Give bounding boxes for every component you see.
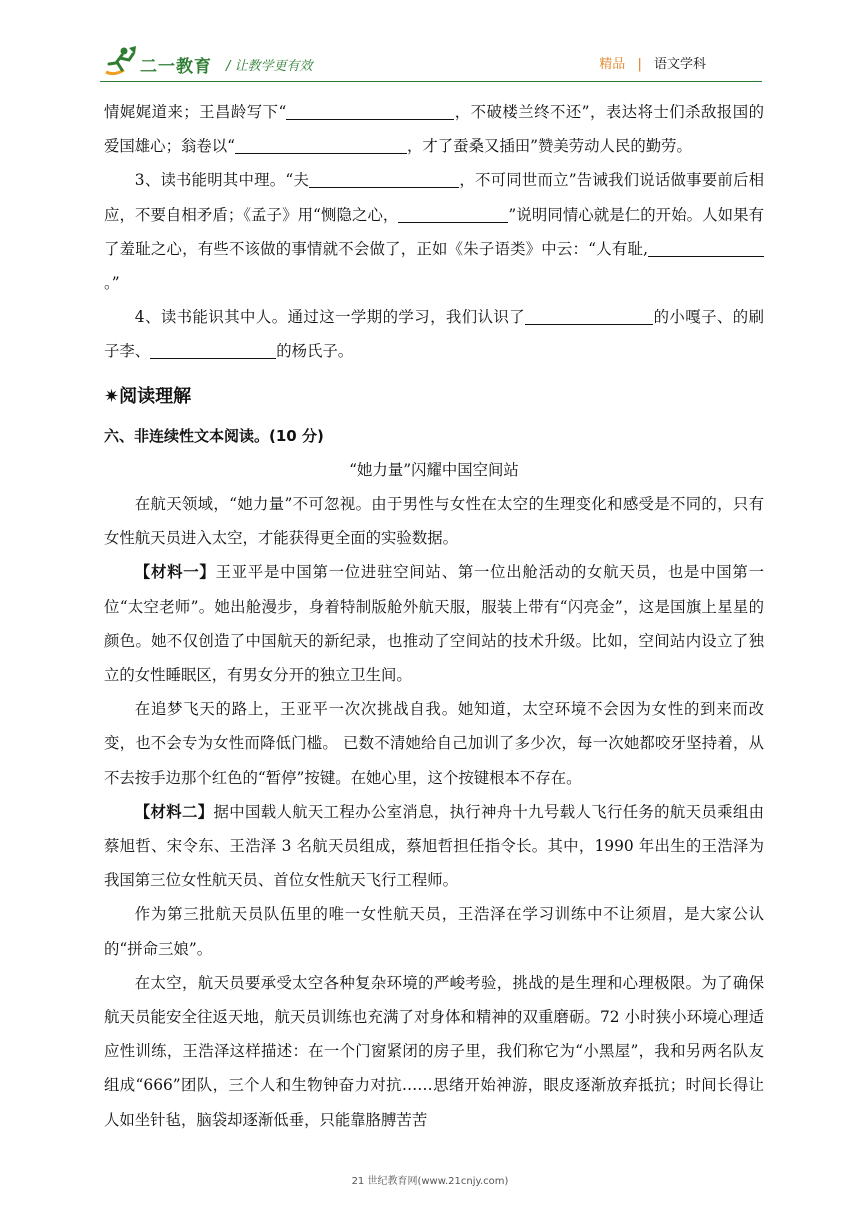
material-label: 【材料二】 xyxy=(134,802,214,821)
quality-tag: 精品 xyxy=(599,57,626,72)
article-title: “她力量”闪耀中国空间站 xyxy=(349,460,519,479)
article-intro: 在航天领域，“她力量”不可忽视。由于男性与女性在太空的生理变化和感受是不同的，只有女性航天员进入太空，才能获得更全面的实验数据。 xyxy=(104,495,764,548)
paragraph-reason: 3、读书能明其中理。“夫 ，不可同世而立”告诫我们说话做事要前后相应，不要自相矛盾；《孟子》用“恻隐之心， ”说明同情心就是仁的开始。人如果有了羞耻之心，有些不该做的事情就不会做了，正如《朱子语类》中云：“人有耻,。” xyxy=(104,163,764,300)
material-one: 【材料一】王亚平是中国第一位进驻空间站、第一位出舱活动的女航天员，也是中国第一位“太空老师”。她出舱漫步，身着特制版舱外航天服，服装上带有“闪亮金”，这是国旗上星星的颜色。她不仅创造了中国航天的新纪录，也推动了空间站的技术升级。比如，空间站内设立了独立的女性睡眠区，有男女分开的独立卫生间。 xyxy=(104,563,764,685)
material-one-paragraph: 在追梦飞天的路上，王亚平一次次挑战自我。她知道，太空环境不会因为女性的到来而改变，也不会专为女性而降低门槛。 已数不清她给自己加训了多少次，每一次她都咬牙坚持着，从不去按手边那个红色的“暂停”按键。在她心里，这个按键根本不存在。 xyxy=(104,700,764,787)
header-tags xyxy=(599,53,706,72)
answer-blank[interactable] xyxy=(398,202,508,223)
answer-blank[interactable] xyxy=(309,167,459,188)
subject-tag: 语文学科 xyxy=(653,57,706,72)
answer-blank[interactable] xyxy=(150,338,276,359)
logo xyxy=(102,46,342,80)
paragraph-poems: 情娓娓道来；王昌龄写下“ ，不破楼兰终不还”，表达将士们杀敌报国的爱国雄心；翁卷以“ ，才了蚕桑又插田”赞美劳动人民的勤劳。 xyxy=(104,95,764,163)
logo-text: 二一教育 xyxy=(140,57,212,77)
paragraph-people: 4、读书能识其中人。通过这一学期的学习，我们认识了 的小嘎子、的刷子李、 的杨氏子。 xyxy=(104,300,764,368)
page-header xyxy=(100,44,762,84)
slogan: / 让教学更有效 xyxy=(226,59,313,74)
page-content xyxy=(104,95,764,1137)
page-footer: 21 世纪教育网(www.21cnjy.com) xyxy=(351,1176,509,1187)
answer-blank[interactable] xyxy=(648,236,764,257)
tag-separator: | xyxy=(637,57,642,72)
answer-blank[interactable] xyxy=(235,133,407,154)
answer-blank[interactable] xyxy=(525,304,653,325)
section-title: ✷阅读理解 xyxy=(104,385,192,407)
material-two-paragraph: 作为第三批航天员队伍里的唯一女性航天员，王浩泽在学习训练中不让须眉，是大家公认的“拼命三娘”。 xyxy=(104,905,764,958)
material-label: 【材料一】 xyxy=(134,563,216,582)
answer-blank[interactable] xyxy=(286,99,454,120)
question-heading: 六、非连续性文本阅读。(10 分) xyxy=(104,426,324,445)
runner-logo-icon xyxy=(102,46,138,78)
material-two: 【材料二】据中国载人航天工程办公室消息，执行神舟十九号载人飞行任务的航天员乘组由蔡旭哲、宋令东、王浩泽 3 名航天员组成，蔡旭哲担任指令长。其中，1990 年出生的王浩泽为我国第三位女性航天员、首位女性航天飞行工程师。 xyxy=(104,802,764,890)
header-divider xyxy=(100,81,762,82)
material-two-paragraph: 在太空，航天员要承受太空各种复杂环境的严峻考验，挑战的是生理和心理极限。为了确保航天员能安全往返天地，航天员训练也充满了对身体和精神的双重磨砺。72 小时狭小环境心理适应性训练，王浩泽这样描述：在一个门窗紧闭的房子里，我们称它为“小黑屋”，我和另两名队友组成“666”团队，三个人和生物钟奋力对抗……思绪开始神游，眼皮逐渐放弃抵抗；时间长得让人如坐针毡，脑袋却逐渐低垂，只能靠胳膊苦苦 xyxy=(104,973,764,1129)
